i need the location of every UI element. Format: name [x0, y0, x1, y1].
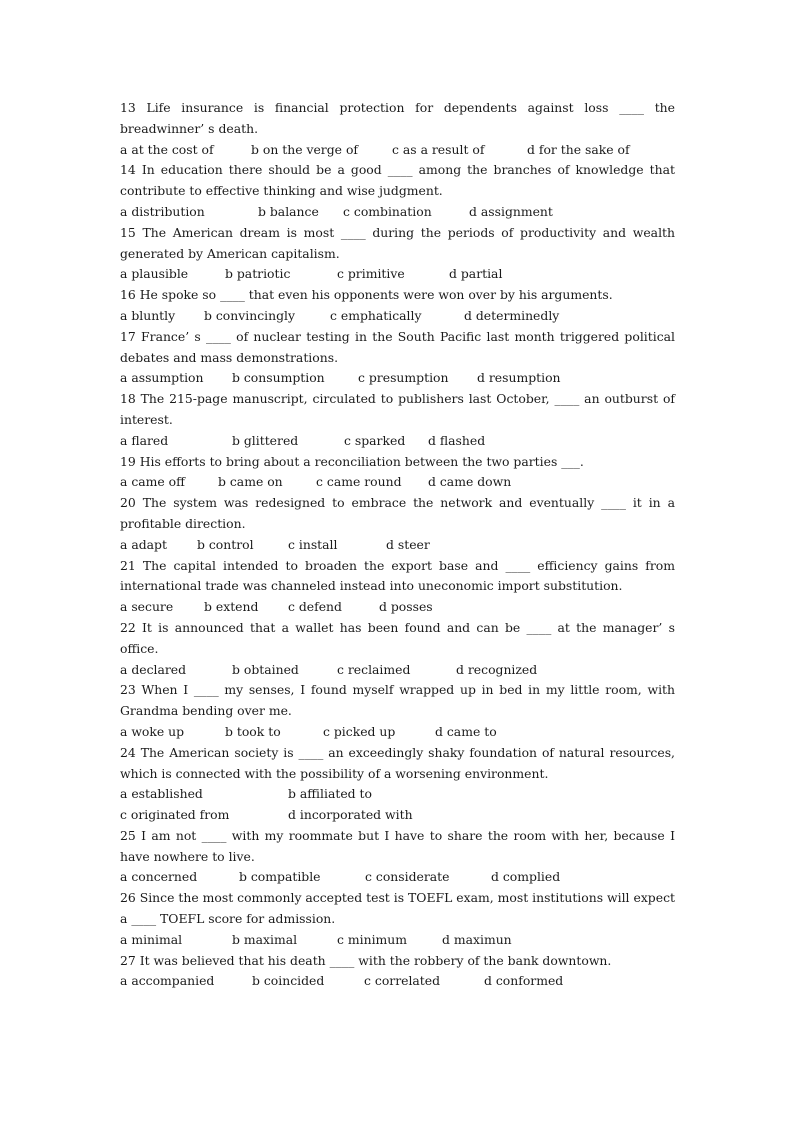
option-a: a at the cost of	[120, 141, 214, 157]
question-options	[120, 368, 675, 389]
question-options	[120, 805, 675, 826]
option-a: a declared	[120, 661, 187, 677]
option-b: b affiliated to	[288, 786, 372, 802]
option-d: d recognized	[456, 661, 538, 677]
option-c: c considerate	[365, 869, 450, 885]
question-stem: 21 The capital intended to broaden the export base and ____ efficiency gains from international trade was channeled instead into uneconomic import substitution.	[120, 557, 679, 594]
option-d: d steer	[386, 536, 430, 552]
option-b: b obtained	[232, 661, 299, 677]
option-c: c originated from	[120, 807, 230, 823]
question-27	[120, 951, 675, 993]
option-b: b coincided	[252, 973, 325, 989]
option-b: b compatible	[239, 869, 321, 885]
question-23	[120, 680, 679, 742]
option-d: d conformed	[484, 973, 564, 989]
question-25	[120, 826, 679, 888]
question-stem: 24 The American society is ____ an exceedingly shaky foundation of natural resources, which is connected with the possibility of a worsening environment.	[120, 744, 679, 781]
option-c: c primitive	[337, 266, 405, 282]
option-c: c reclaimed	[337, 661, 411, 677]
question-options	[120, 202, 675, 223]
option-c: c presumption	[358, 370, 449, 386]
option-a: a established	[120, 786, 203, 802]
option-a: a assumption	[120, 370, 204, 386]
question-17	[120, 327, 679, 389]
question-20	[120, 493, 679, 555]
question-21	[120, 556, 679, 618]
question-24	[120, 743, 679, 826]
option-a: a flared	[120, 432, 169, 448]
question-stem: 14 In education there should be a good ____ among the branches of knowledge that contribute to effective thinking and wise judgment.	[120, 162, 679, 199]
option-b: b on the verge of	[251, 141, 358, 157]
question-stem: 27 It was believed that his death ____ with the robbery of the bank downtown.	[120, 952, 612, 968]
question-options	[120, 140, 675, 161]
option-d: d came to	[435, 723, 497, 739]
option-d: d partial	[449, 266, 503, 282]
option-d: d maximun	[442, 931, 512, 947]
option-d: d incorporated with	[288, 807, 413, 823]
option-a: a accompanied	[120, 973, 215, 989]
question-stem: 17 France’ s ____ of nuclear testing in the South Pacific last month triggered political debates and mass demonstrations.	[120, 328, 679, 365]
option-a: a distribution	[120, 203, 205, 219]
option-d: d flashed	[428, 432, 486, 448]
option-b: b maximal	[232, 931, 298, 947]
option-d: d for the sake of	[527, 141, 630, 157]
option-c: c came round	[316, 474, 402, 490]
option-b: b patriotic	[225, 266, 291, 282]
question-19	[120, 452, 675, 494]
question-list	[120, 98, 679, 992]
option-a: a plausible	[120, 266, 189, 282]
option-c: c as a result of	[392, 141, 485, 157]
question-options	[120, 971, 675, 992]
question-18	[120, 389, 679, 451]
question-26	[120, 888, 679, 950]
option-a: a adapt	[120, 536, 167, 552]
option-d: d resumption	[477, 370, 561, 386]
option-b: b came on	[218, 474, 283, 490]
option-b: b balance	[258, 203, 319, 219]
question-options	[120, 264, 675, 285]
option-a: a minimal	[120, 931, 183, 947]
question-13	[120, 98, 679, 160]
question-stem: 16 He spoke so ____ that even his opponents were won over by his arguments.	[120, 287, 613, 303]
option-c: c defend	[288, 599, 342, 615]
option-b: b took to	[225, 723, 281, 739]
option-c: c picked up	[323, 723, 396, 739]
option-a: a woke up	[120, 723, 185, 739]
question-options	[120, 431, 675, 452]
option-b: b convincingly	[204, 307, 295, 323]
question-15	[120, 223, 679, 285]
question-stem: 13 Life insurance is financial protection for dependents against loss ____ the breadwinner’ s death.	[120, 100, 679, 136]
option-a: a concerned	[120, 869, 198, 885]
option-c: c sparked	[344, 432, 406, 448]
option-c: c minimum	[337, 931, 408, 947]
question-stem: 19 His efforts to bring about a reconciliation between the two parties ___.	[120, 453, 584, 469]
option-d: d assignment	[469, 203, 553, 219]
question-options	[120, 597, 675, 618]
question-options	[120, 722, 675, 743]
option-c: c correlated	[364, 973, 441, 989]
question-stem: 15 The American dream is most ____ during the periods of productivity and wealth generated by American capitalism.	[120, 224, 679, 261]
question-options	[120, 867, 675, 888]
option-b: b glittered	[232, 432, 299, 448]
question-stem: 20 The system was redesigned to embrace the network and eventually ____ it in a profitable direction.	[120, 495, 679, 531]
question-stem: 26 Since the most commonly accepted test is TOEFL exam, most institutions will expect a ____ TOEFL score for admission.	[120, 890, 679, 927]
question-stem: 22 It is announced that a wallet has been found and can be ____ at the manager’ s office.	[120, 619, 679, 656]
question-options	[120, 660, 675, 681]
question-stem: 18 The 215-page manuscript, circulated to publishers last October, ____ an outburst of interest.	[120, 391, 679, 427]
option-b: b consumption	[232, 370, 325, 386]
option-a: a secure	[120, 599, 174, 615]
question-options	[120, 930, 675, 951]
option-d: d determinedly	[464, 307, 560, 323]
option-b: b extend	[204, 599, 259, 615]
option-d: d came down	[428, 474, 512, 490]
option-b: b control	[197, 536, 254, 552]
option-a: a came off	[120, 474, 185, 490]
question-options	[120, 472, 675, 493]
option-c: c combination	[343, 203, 432, 219]
option-c: c install	[288, 536, 338, 552]
question-stem: 25 I am not ____ with my roommate but I have to share the room with her, because I have nowhere to live.	[120, 827, 679, 864]
option-d: d complied	[491, 869, 561, 885]
question-options	[120, 535, 675, 556]
question-14	[120, 160, 679, 222]
question-options	[120, 784, 675, 805]
option-c: c emphatically	[330, 307, 422, 323]
question-22	[120, 618, 679, 680]
question-options	[120, 306, 675, 327]
option-d: d posses	[379, 599, 433, 615]
option-a: a bluntly	[120, 307, 176, 323]
question-stem: 23 When I ____ my senses, I found myself wrapped up in bed in my little room, with Grandma bending over me.	[120, 682, 679, 719]
question-16	[120, 285, 675, 327]
